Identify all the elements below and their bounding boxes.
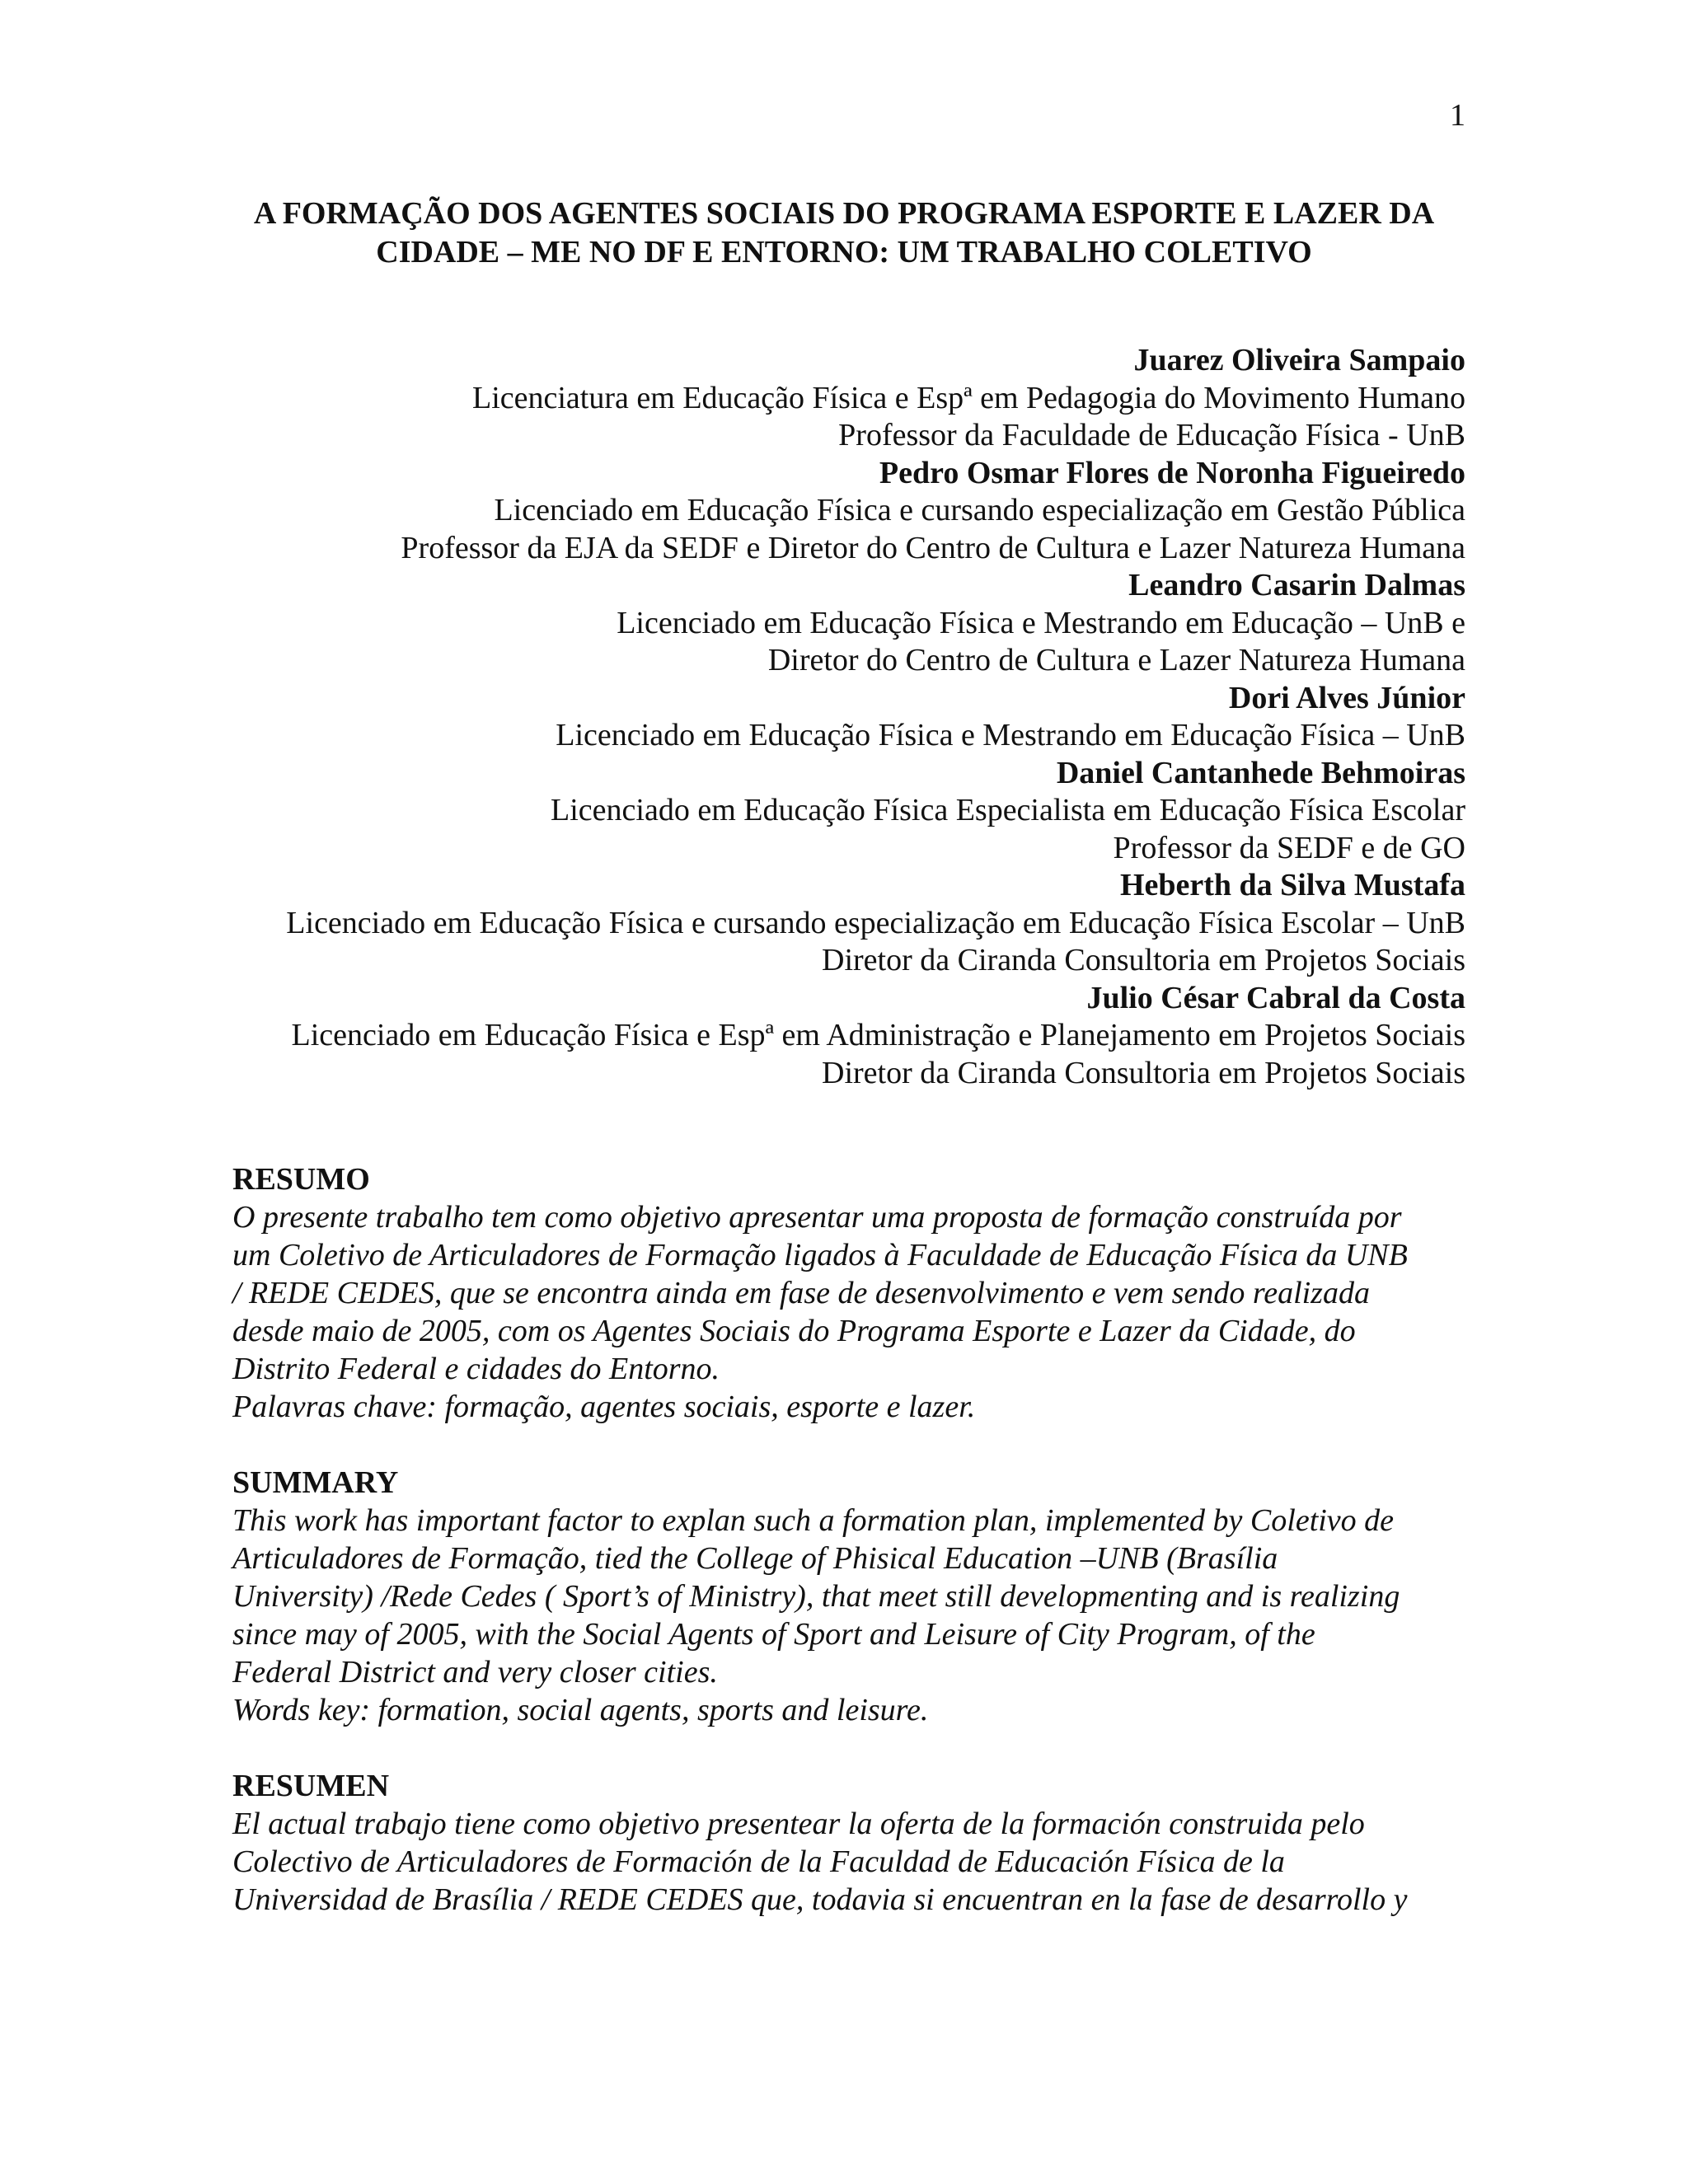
body-line: University) /Rede Cedes ( Sport’s of Ministry), that meet still developmenting and is realizing bbox=[232, 1579, 1400, 1614]
author-affiliation: Licenciado em Educação Física e Mestrando em Educação Física – UnB bbox=[556, 718, 1465, 752]
author-block bbox=[15, 567, 1465, 680]
section-body bbox=[232, 1502, 1485, 1729]
author-name: Dori Alves Júnior bbox=[1228, 680, 1465, 715]
abstract-sections bbox=[232, 1160, 1485, 1957]
body-line: desde maio de 2005, com os Agentes Sociais do Programa Esporte e Lazer da Cidade, do bbox=[232, 1314, 1356, 1348]
author-affiliation: Diretor do Centro de Cultura e Lazer Natureza Humana bbox=[767, 643, 1465, 677]
author-list bbox=[15, 342, 1465, 1092]
paper-title bbox=[0, 194, 1688, 272]
author-block bbox=[15, 980, 1465, 1093]
author-affiliation: Licenciado em Educação Física e Mestrando em Educação – UnB e bbox=[617, 605, 1465, 640]
body-line: El actual trabajo tiene como objetivo presentear la oferta de la formación construida pelo bbox=[232, 1807, 1365, 1841]
section-heading: SUMMARY bbox=[232, 1465, 399, 1500]
abstract-resumen bbox=[232, 1767, 1485, 1919]
section-body bbox=[232, 1198, 1485, 1426]
section-heading: RESUMO bbox=[232, 1162, 370, 1197]
author-block bbox=[15, 342, 1465, 455]
abstract-summary bbox=[232, 1464, 1485, 1729]
body-line: This work has important factor to explan such a formation plan, implemented by Coletivo de bbox=[232, 1503, 1395, 1538]
author-name: Heberth da Silva Mustafa bbox=[1119, 868, 1465, 902]
body-line: um Coletivo de Articuladores de Formação ligados à Faculdade de Educação Física da UNB bbox=[232, 1238, 1408, 1272]
author-affiliation: Licenciado em Educação Física e cursando especialização em Gestão Pública bbox=[494, 493, 1465, 527]
author-affiliation: Professor da SEDF e de GO bbox=[1113, 830, 1465, 865]
body-line: / REDE CEDES, que se encontra ainda em fase de desenvolvimento e vem sendo realizada bbox=[232, 1276, 1370, 1310]
author-name: Daniel Cantanhede Behmoiras bbox=[1056, 755, 1465, 790]
keywords-line: Words key: formation, social agents, sports and leisure. bbox=[232, 1693, 929, 1727]
author-affiliation: Diretor da Ciranda Consultoria em Projetos Sociais bbox=[822, 943, 1465, 977]
author-name: Julio César Cabral da Costa bbox=[1086, 980, 1465, 1015]
author-block bbox=[15, 755, 1465, 868]
body-line: O presente trabalho tem como objetivo apresentar uma proposta de formação construída por bbox=[232, 1200, 1402, 1235]
title-line: A FORMAÇÃO DOS AGENTES SOCIAIS DO PROGRAMA ESPORTE E LAZER DA bbox=[253, 196, 1435, 231]
author-block bbox=[15, 455, 1465, 568]
body-line: Federal District and very closer cities. bbox=[232, 1655, 718, 1690]
author-affiliation: Licenciatura em Educação Física e Espª em Pedagogia do Movimento Humano bbox=[472, 380, 1465, 415]
abstract-resumo bbox=[232, 1160, 1485, 1426]
keywords-line: Palavras chave: formação, agentes sociais, esporte e lazer. bbox=[232, 1390, 976, 1424]
author-block bbox=[15, 680, 1465, 755]
author-affiliation: Licenciado em Educação Física e cursando especialização em Educação Física Escolar – UnB bbox=[286, 905, 1465, 940]
section-body bbox=[232, 1805, 1485, 1919]
body-line: Colectivo de Articuladores de Formación de la Faculdad de Educación Física de la bbox=[232, 1844, 1285, 1879]
body-line: Articuladores de Formação, tied the College of Phisical Education –UNB (Brasília bbox=[232, 1541, 1278, 1576]
author-affiliation: Professor da EJA da SEDF e Diretor do Centro de Cultura e Lazer Natureza Humana bbox=[401, 530, 1465, 565]
author-affiliation: Licenciado em Educação Física e Espª em Administração e Planejamento em Projetos Sociais bbox=[291, 1018, 1465, 1052]
body-line: Distrito Federal e cidades do Entorno. bbox=[232, 1352, 720, 1386]
author-name: Juarez Oliveira Sampaio bbox=[1133, 343, 1465, 377]
page-number: 1 bbox=[1450, 98, 1465, 133]
body-line: Universidad de Brasília / REDE CEDES que, todavia si encuentran en la fase de desarrollo y bbox=[232, 1882, 1408, 1917]
author-name: Pedro Osmar Flores de Noronha Figueiredo bbox=[879, 455, 1465, 490]
author-affiliation: Professor da Faculdade de Educação Física - UnB bbox=[838, 418, 1465, 452]
author-block bbox=[15, 867, 1465, 980]
body-line: since may of 2005, with the Social Agents of Sport and Leisure of City Program, of the bbox=[232, 1617, 1315, 1652]
author-affiliation: Diretor da Ciranda Consultoria em Projetos Sociais bbox=[822, 1055, 1465, 1090]
title-line: CIDADE – ME NO DF E ENTORNO: UM TRABALHO COLETIVO bbox=[376, 235, 1312, 269]
author-affiliation: Licenciado em Educação Física Especialista em Educação Física Escolar bbox=[551, 793, 1465, 827]
author-name: Leandro Casarin Dalmas bbox=[1128, 568, 1465, 602]
section-heading: RESUMEN bbox=[232, 1769, 390, 1803]
